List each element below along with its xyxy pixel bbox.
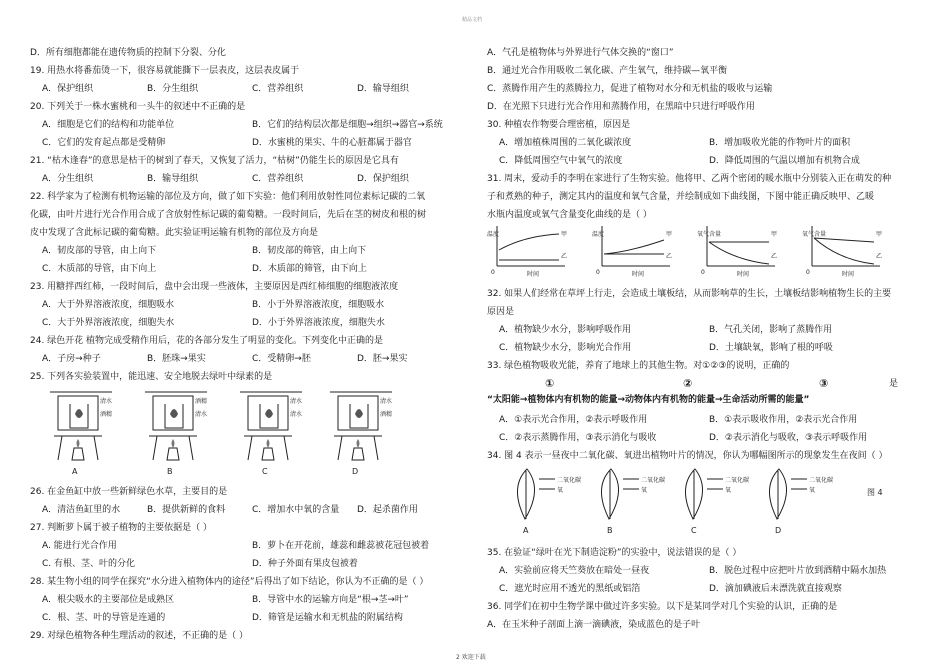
answer-option: D．降低周围的气温以增加有机物合成 bbox=[709, 156, 860, 166]
right-column bbox=[487, 44, 927, 634]
answer-option: D．滴加碘液后未漂洗就直接观察 bbox=[709, 584, 842, 594]
answer-option: D．筛管是运输水和无机盐的附属结构 bbox=[252, 613, 403, 623]
answer-option: D．起杀菌作用 bbox=[357, 505, 418, 515]
series-1-label: 甲 bbox=[771, 231, 778, 238]
answer-options bbox=[30, 537, 450, 555]
flame-icon bbox=[357, 439, 360, 448]
question-line: 皮中发现了含此标记碳的葡萄糖。此实验证明运输有机物的部位及方向是 bbox=[30, 228, 319, 238]
question-line: 36. 同学们在初中生物学课中做过许多实验。以下是某同学对几个实验的认识，正确的是 bbox=[487, 602, 838, 612]
figure-leaves bbox=[487, 465, 927, 544]
beaker-setup bbox=[145, 392, 207, 476]
answer-options bbox=[30, 555, 450, 573]
flame-icon bbox=[172, 439, 175, 448]
question-line: 20. 下列关于一株水蜜桃和一头牛的叙述中不正确的是 bbox=[30, 102, 246, 112]
answer-options bbox=[487, 411, 927, 429]
figure-graphs bbox=[487, 224, 927, 285]
answer-option: B．小于外界溶液浓度，细胞吸水 bbox=[252, 300, 385, 310]
question-line: 22. 科学家为了检测有机物运输的部位及方向，做了如下实验：他们利用放射性同位素标记碳的二氧 bbox=[30, 192, 426, 202]
graph-panel bbox=[592, 226, 672, 278]
setup-label: B bbox=[167, 467, 173, 476]
leaf-panel bbox=[769, 469, 833, 535]
liquid-label-inner: 清水 bbox=[290, 411, 303, 418]
gas-label-o2: 氧 bbox=[641, 487, 648, 494]
figure-energy bbox=[487, 375, 927, 411]
liquid-label-inner: 清水 bbox=[195, 411, 208, 418]
series-1-label: 甲 bbox=[666, 231, 673, 238]
x-axis-label: 时间 bbox=[842, 271, 855, 278]
answer-option: A．植物缺少水分，影响呼吸作用 bbox=[499, 325, 632, 335]
leaf-panel-label: B bbox=[607, 526, 613, 535]
gas-label-co2: 二氧化碳 bbox=[725, 477, 750, 484]
leaf-icon bbox=[170, 409, 178, 418]
tripod-leg bbox=[153, 436, 157, 460]
gas-label-o2: 氧 bbox=[557, 487, 564, 494]
leaf-panel-label: D bbox=[775, 526, 782, 535]
x-axis-label: 时间 bbox=[737, 271, 750, 278]
question-line: D．所有细胞都能在遗传物质的控制下分裂、分化 bbox=[30, 48, 226, 58]
energy-flow-text: “太阳能→植物体内有机物的能量→动物体内有机物的能量→生命活动所需的能量” bbox=[487, 395, 810, 405]
tripod-leg bbox=[58, 436, 62, 460]
answer-option: D．木质部的筛管，由下向上 bbox=[252, 264, 367, 274]
question-line: 子和煮熟的种子，测定其内的温度和氧气含量，并绘制成如下曲线图，下图中能正确反映甲、乙暖 bbox=[487, 192, 875, 202]
answer-option: B．分生组织 bbox=[147, 84, 199, 94]
answer-option: A．子房→种子 bbox=[42, 354, 101, 364]
question-line: D．在光照下只进行光合作用和蒸腾作用，在黑暗中只进行呼吸作用 bbox=[487, 102, 755, 112]
series-2-label: 乙 bbox=[666, 253, 673, 260]
page-footer: 2 欢迎下载 bbox=[456, 654, 486, 661]
origin-label: 0 bbox=[596, 269, 600, 276]
answer-option: A．分生组织 bbox=[42, 174, 94, 184]
tripod-leg bbox=[94, 436, 98, 460]
graph-panel bbox=[487, 226, 567, 278]
answer-option: B．萝卜在开花前，雄蕊和雌蕊被花冠包被着 bbox=[252, 541, 430, 551]
y-axis-label: 温度 bbox=[592, 231, 605, 238]
answer-option: C．植物缺少水分，影响光合作用 bbox=[499, 343, 632, 353]
answer-option: D．胚→果实 bbox=[357, 354, 408, 364]
answer-option: B．①表示吸收作用，②表示光合作用 bbox=[709, 415, 858, 425]
series-2-label: 乙 bbox=[771, 253, 778, 260]
answer-option: B．脱色过程中应把叶片放到酒精中隔水加热 bbox=[709, 566, 887, 576]
answer-options bbox=[30, 242, 450, 260]
alcohol-lamp bbox=[352, 448, 364, 460]
liquid-label-outer: 酒精 bbox=[195, 398, 208, 405]
tripod-leg bbox=[338, 436, 342, 460]
question-line: A．在玉米种子剖面上滴一滴碘液，染成蓝色的是子叶 bbox=[487, 620, 701, 630]
question-line: 23. 用糖拌西红柿，一段时间后，盘中会出现一些液体，主要原因是西红柿细胞的细胞液浓度 bbox=[30, 282, 399, 292]
graph-panel bbox=[802, 226, 882, 278]
answer-option: A．清洁鱼缸里的水 bbox=[42, 505, 121, 515]
beaker-setup bbox=[330, 392, 392, 476]
answer-option: B．韧皮部的筛管，由上向下 bbox=[252, 246, 367, 256]
answer-option: A．细胞是它们的结构和功能单位 bbox=[42, 120, 175, 130]
question-line: 原因是 bbox=[487, 307, 515, 317]
answer-option: C．木质部的导管，由下向上 bbox=[42, 264, 157, 274]
liquid-label-outer: 清水 bbox=[290, 398, 303, 405]
question-line: 25. 下列各实验装置中，能迅速、安全地脱去绿叶中绿素的是 bbox=[30, 372, 273, 382]
answer-options bbox=[30, 116, 450, 134]
question-line: 24. 绿色开花 植物完成受精作用后，花的各部分发生了明显的变化。下列变化中正确的是 bbox=[30, 336, 384, 346]
liquid-label-inner: 酒精 bbox=[100, 411, 113, 418]
graph-panel bbox=[697, 226, 777, 278]
flame-icon bbox=[77, 439, 80, 448]
answer-option: B．输导组织 bbox=[147, 174, 199, 184]
energy-step-mark: ③ bbox=[819, 377, 829, 390]
answer-option: A．实验前应将天竺葵放在暗处一昼夜 bbox=[499, 566, 650, 576]
leaf-icon bbox=[265, 409, 273, 418]
answer-option: C．根、茎、叶的导管是连通的 bbox=[42, 613, 166, 623]
series-2-label: 乙 bbox=[561, 253, 568, 260]
answer-option: C．营养组织 bbox=[252, 174, 304, 184]
answer-option: A．大于外界溶液浓度，细胞吸水 bbox=[42, 300, 175, 310]
alcohol-lamp bbox=[72, 448, 84, 460]
question-line: B．通过光合作用吸收二氧化碳、产生氧气，维持碳—氧平衡 bbox=[487, 66, 728, 76]
energy-step-mark: ① bbox=[545, 377, 555, 390]
gas-label-o2: 氧 bbox=[809, 487, 816, 494]
answer-options bbox=[30, 609, 450, 627]
origin-label: 0 bbox=[491, 269, 495, 276]
gas-label-co2: 二氧化碳 bbox=[809, 477, 834, 484]
answer-options bbox=[30, 296, 450, 314]
gas-label-o2: 氧 bbox=[725, 487, 732, 494]
answer-option: A．保护组织 bbox=[42, 84, 94, 94]
setup-label: C bbox=[262, 467, 268, 476]
tripod-leg bbox=[248, 436, 252, 460]
answer-options bbox=[30, 591, 450, 609]
beaker-setup bbox=[50, 392, 112, 476]
answer-option: A．根尖吸水的主要部位是成熟区 bbox=[42, 595, 175, 605]
curve-series-1 bbox=[814, 238, 874, 242]
answer-option: D．②表示消化与吸收，③表示呼吸作用 bbox=[709, 433, 868, 443]
question-line: 34. 图 4 表示一昼夜中二氧化碳、氧进出植物叶片的情况，你认为哪幅图所示的现象发生在夜间（ ） bbox=[487, 451, 888, 461]
answer-options bbox=[30, 170, 450, 188]
series-2-label: 乙 bbox=[876, 253, 883, 260]
y-axis-label: 温度 bbox=[487, 231, 500, 238]
question-line: 33. 绿色植物吸收光能，养育了地球上的其他生物。对①②③的说明，正确的 bbox=[487, 361, 790, 371]
answer-option: B．提供新鲜的食料 bbox=[147, 505, 226, 515]
answer-option: B．气孔关闭，影响了蒸腾作用 bbox=[709, 325, 833, 335]
energy-step-mark: ② bbox=[683, 377, 693, 390]
answer-options bbox=[487, 152, 927, 170]
x-axis-label: 时间 bbox=[632, 271, 645, 278]
left-column bbox=[30, 44, 450, 645]
leaf-icon bbox=[355, 409, 363, 418]
question-line: 32. 如果人们经常在草坪上行走，会造成土壤板结，从而影响草的生长，土壤板结影响植物生长的主要 bbox=[487, 289, 892, 299]
beaker-setup bbox=[240, 392, 302, 476]
flame-icon bbox=[267, 439, 270, 448]
answer-option: C. 有根、茎、叶的分化 bbox=[42, 559, 136, 569]
question-line: 水瓶内温度或氧气含量变化曲线的是（ ） bbox=[487, 210, 652, 220]
answer-options bbox=[487, 429, 927, 447]
figure-caption: 图 4 bbox=[867, 488, 883, 497]
y-axis-label: 氧气含量 bbox=[802, 231, 827, 238]
question-line: 30. 种植农作物要合理密植，原因是 bbox=[487, 120, 631, 130]
question-line: 29. 对绿色植物各种生理活动的叙述，不正确的是（ ） bbox=[30, 631, 249, 641]
answer-option: C．营养组织 bbox=[252, 84, 304, 94]
question-line: 化碳，由叶片进行光合作用合成了含放射性标记碳的葡萄糖。一段时间后，先后在茎的树皮和根的树 bbox=[30, 210, 427, 220]
answer-option: C．遮光时应用不透光的黑纸或铝箔 bbox=[499, 584, 641, 594]
answer-option: C．②表示蒸腾作用，③表示消化与吸收 bbox=[499, 433, 657, 443]
curve-series-2 bbox=[604, 240, 664, 254]
answer-options bbox=[487, 580, 927, 598]
answer-option: D．输导组织 bbox=[357, 84, 409, 94]
answer-option: B．增加吸收光能的作物叶片的面积 bbox=[709, 138, 851, 148]
answer-option: C．受精卵→胚 bbox=[252, 354, 311, 364]
answer-option: B．它们的结构层次都是细胞→组织→器官→系统 bbox=[252, 120, 443, 130]
tripod-leg bbox=[284, 436, 288, 460]
question-line: 31. 周末，爱动手的李明在家进行了生物实验。他将甲、乙两个密闭的暖水瓶中分别装入正在萌发的种 bbox=[487, 174, 892, 184]
question-line: C．蒸腾作用产生的蒸腾拉力，促进了植物对水分和无机盐的吸收与运输 bbox=[487, 84, 773, 94]
liquid-label-outer: 清水 bbox=[380, 398, 393, 405]
curve-series-1 bbox=[499, 234, 559, 250]
answer-option: A．韧皮部的导管，由上向下 bbox=[42, 246, 157, 256]
answer-options bbox=[30, 134, 450, 152]
answer-options bbox=[487, 562, 927, 580]
answer-option: C．大于外界溶液浓度，细胞失水 bbox=[42, 318, 175, 328]
answer-option: D．水蜜桃的果实、牛的心脏都属于器官 bbox=[252, 138, 412, 148]
answer-option: D．保护组织 bbox=[357, 174, 409, 184]
answer-option: D．种子外面有果皮包被着 bbox=[252, 559, 358, 569]
question-line: 19. 用热水将番茄烫一下，很容易就能撕下一层表皮，这层表皮属于 bbox=[30, 66, 300, 76]
leaf-panel-label: C bbox=[691, 526, 697, 535]
tripod-leg bbox=[189, 436, 193, 460]
alcohol-lamp bbox=[262, 448, 274, 460]
answer-options bbox=[30, 260, 450, 278]
answer-option: D．土壤缺氧，影响了根的呼吸 bbox=[709, 343, 833, 353]
leaf-panel-label: A bbox=[523, 526, 529, 535]
leaf-panel bbox=[517, 469, 581, 535]
answer-option: C．它们的发育起点都是受精卵 bbox=[42, 138, 166, 148]
series-1-label: 甲 bbox=[561, 231, 568, 238]
tripod-leg bbox=[374, 436, 378, 460]
figure-beakers bbox=[30, 386, 450, 483]
answer-options bbox=[487, 321, 927, 339]
question-line: A．气孔是植物体与外界进行气体交换的“窗口” bbox=[487, 48, 674, 58]
energy-suffix: 是 bbox=[889, 379, 899, 389]
gas-label-co2: 二氧化碳 bbox=[641, 477, 666, 484]
answer-option: A．增加植株周围的二氧化碳浓度 bbox=[499, 138, 632, 148]
y-axis-label: 氧气含量 bbox=[697, 231, 722, 238]
question-line: 27. 判断萝卜属于被子植物的主要依据是（ ） bbox=[30, 523, 213, 533]
answer-options bbox=[30, 314, 450, 332]
answer-option: A．①表示光合作用，②表示呼吸作用 bbox=[499, 415, 648, 425]
energy-flow-chain bbox=[487, 375, 927, 411]
liquid-label-outer: 清水 bbox=[100, 398, 113, 405]
answer-options bbox=[30, 80, 450, 98]
question-line: 35. 在验证“绿叶在光下制造淀粉”的实验中，说法错误的是（ ） bbox=[487, 548, 742, 558]
leaf-icon bbox=[75, 409, 83, 418]
liquid-label-inner: 酒精 bbox=[380, 411, 393, 418]
x-axis-label: 时间 bbox=[527, 271, 540, 278]
answer-options bbox=[487, 134, 927, 152]
answer-option: A. 能进行光合作用 bbox=[42, 541, 117, 551]
beaker-setups-figure bbox=[30, 386, 420, 476]
origin-label: 0 bbox=[806, 269, 810, 276]
leaf-panel bbox=[685, 469, 749, 535]
answer-options bbox=[487, 339, 927, 357]
leaf-panel bbox=[601, 469, 665, 535]
answer-option: C．降低周围空气中氧气的浓度 bbox=[499, 156, 623, 166]
setup-label: D bbox=[352, 467, 359, 476]
answer-option: B．导管中水的运输方向是“根→茎→叶” bbox=[252, 595, 409, 605]
setup-label: A bbox=[72, 467, 78, 476]
answer-options bbox=[30, 350, 450, 368]
leaf-gas-exchange-figure bbox=[487, 465, 907, 537]
answer-option: B．胚珠→果实 bbox=[147, 354, 206, 364]
answer-option: D．小于外界溶液浓度，细胞失水 bbox=[252, 318, 385, 328]
answer-options bbox=[30, 501, 450, 519]
answer-option: C．增加水中氧的含量 bbox=[252, 505, 340, 515]
page-header: 精品文档 bbox=[462, 17, 483, 23]
temperature-oxygen-graphs bbox=[487, 224, 907, 278]
question-line: 26. 在金鱼缸中放一些新鲜绿色水草，主要目的是 bbox=[30, 487, 228, 497]
alcohol-lamp bbox=[167, 448, 179, 460]
question-line: 28. 某生物小组的同学在探究“水分进入植物体内的途径”后得出了如下结论，你认为不正确的是（ ） bbox=[30, 577, 429, 587]
curve-series-2 bbox=[709, 242, 769, 264]
question-line: 21. “枯木逢春”的意思是枯干的树到了春天，又恢复了活力，“枯树”仍能生长的原因是它具有 bbox=[30, 156, 399, 166]
series-1-label: 甲 bbox=[876, 231, 883, 238]
origin-label: 0 bbox=[701, 269, 705, 276]
gas-label-co2: 二氧化碳 bbox=[557, 477, 582, 484]
